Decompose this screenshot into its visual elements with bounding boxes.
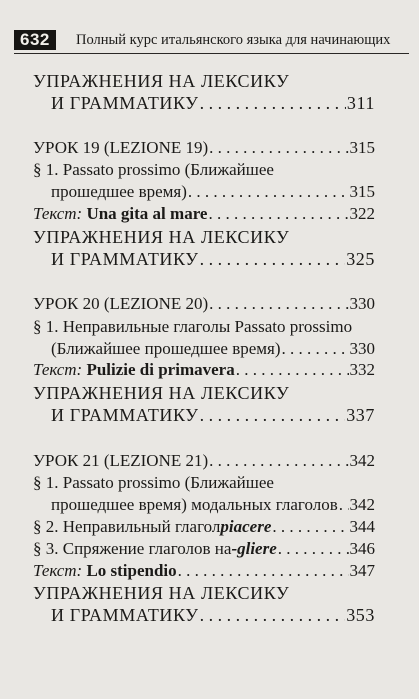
leader-dots xyxy=(236,359,349,381)
toc-entry-l20-section-1 xyxy=(33,316,375,360)
leader-dots xyxy=(178,560,349,582)
text-label: Текст: xyxy=(33,561,83,580)
page-ref: 344 xyxy=(349,517,375,536)
page-ref: 347 xyxy=(349,561,375,580)
toc-entry-l21-section-2 xyxy=(33,516,375,538)
page-ref: 322 xyxy=(349,204,375,223)
lesson-title: УРОК 20 (LEZIONE 20) xyxy=(33,294,209,313)
leader-dots xyxy=(272,516,348,538)
entry-title-line2: И ГРАММАТИКУ xyxy=(51,405,199,425)
page-ref: 315 xyxy=(349,182,375,201)
header-rule xyxy=(14,53,409,54)
page-ref: 346 xyxy=(349,539,375,558)
toc-entry-l20-exercises xyxy=(33,382,375,426)
entry-title-line2: И ГРАММАТИКУ xyxy=(51,605,199,625)
entry-title-line1: УПРАЖНЕНИЯ НА ЛЕКСИКУ xyxy=(33,583,290,603)
entry-title-line2: И ГРАММАТИКУ xyxy=(51,249,199,269)
section-line2: прошедшее время) модальных глаголов xyxy=(51,495,338,514)
text-title: Una gita al mare xyxy=(86,204,208,223)
page-ref: 311 xyxy=(346,93,375,113)
entry-title-line1: УПРАЖНЕНИЯ НА ЛЕКСИКУ xyxy=(33,71,290,91)
running-title: Полный курс итальянского языка для начинающих xyxy=(76,32,391,48)
section-line1: § 1. Неправильные глаголы Passato prossimo xyxy=(33,317,353,336)
toc-entry-l19-text xyxy=(33,203,375,225)
toc-entry-l21-text xyxy=(33,560,375,582)
section-line2: прошедшее время) xyxy=(51,182,187,201)
toc-entry-l21-section-3 xyxy=(33,538,375,560)
section-emphasis: piacere xyxy=(220,517,272,536)
section-line2: (Ближайшее прошедшее время) xyxy=(51,339,281,358)
text-title: Lo stipendio xyxy=(86,561,177,580)
page-ref: 353 xyxy=(346,605,375,625)
lesson-title: УРОК 21 (LEZIONE 21) xyxy=(33,451,209,470)
toc-entry-lesson-19 xyxy=(33,137,375,159)
toc-entry-l19-exercises xyxy=(33,226,375,270)
page-header xyxy=(14,30,409,54)
entry-title-line2: И ГРАММАТИКУ xyxy=(51,93,199,113)
leader-dots xyxy=(209,137,348,159)
leader-dots xyxy=(278,538,349,560)
page-ref: 337 xyxy=(346,405,375,425)
page-ref: 332 xyxy=(349,360,375,379)
page-ref: 330 xyxy=(349,294,375,313)
entry-title-line1: УПРАЖНЕНИЯ НА ЛЕКСИКУ xyxy=(33,383,290,403)
page-ref: 342 xyxy=(349,495,375,514)
page-ref: 325 xyxy=(346,249,375,269)
toc-entry-lesson-20 xyxy=(33,293,375,315)
leader-dots xyxy=(200,604,346,626)
toc-entry-l19-section-1 xyxy=(33,159,375,203)
section-emphasis: -gliere xyxy=(231,539,277,558)
toc-entry-lesson-21 xyxy=(33,450,375,472)
leader-dots xyxy=(339,494,349,516)
toc-entry-l21-exercises xyxy=(33,582,375,626)
section-prefix: § 3. Спряжение глаголов на xyxy=(33,539,232,558)
lesson-title: УРОК 19 (LEZIONE 19) xyxy=(33,138,209,157)
section-line1: § 1. Passato prossimo (Ближайшее xyxy=(33,160,274,179)
entry-title-line1: УПРАЖНЕНИЯ НА ЛЕКСИКУ xyxy=(33,227,290,247)
leader-dots xyxy=(200,248,346,270)
leader-dots xyxy=(188,181,349,203)
page-number: 632 xyxy=(14,30,56,50)
leader-dots xyxy=(208,203,348,225)
toc-entry-exercises-311 xyxy=(33,70,375,114)
page-ref: 342 xyxy=(349,451,375,470)
leader-dots xyxy=(209,450,348,472)
toc-entry-l21-section-1 xyxy=(33,472,375,516)
section-prefix: § 2. Неправильный глагол xyxy=(33,517,221,536)
text-title: Pulizie di primavera xyxy=(86,360,235,379)
page-ref: 315 xyxy=(349,138,375,157)
leader-dots xyxy=(282,338,349,360)
toc-entry-l20-text xyxy=(33,359,375,381)
section-line1: § 1. Passato prossimo (Ближайшее xyxy=(33,473,274,492)
page-ref: 330 xyxy=(349,339,375,358)
text-label: Текст: xyxy=(33,204,83,223)
leader-dots xyxy=(200,92,346,114)
text-label: Текст: xyxy=(33,360,83,379)
leader-dots xyxy=(200,404,346,426)
leader-dots xyxy=(209,293,348,315)
